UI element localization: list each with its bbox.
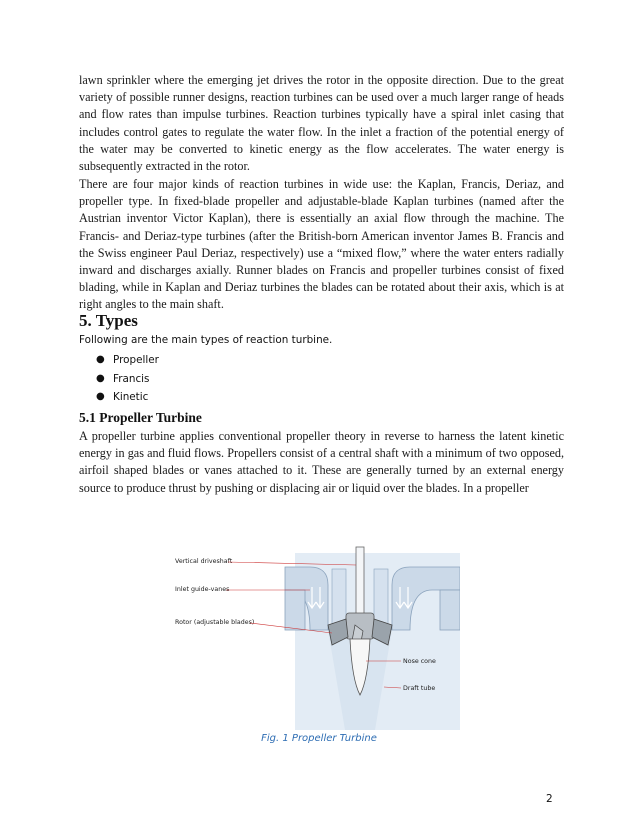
paragraph-reaction-turbines: lawn sprinkler where the emerging jet drives the rotor in the opposite direction. Due to the great variety of possible runner designs, reaction turbines can be used over a much larger range of heads and flow rates than impulse turbines. Reaction turbines typically have a spiral inlet casing that includes control gates to regulate the water flow. In the inlet a fraction of the potential energy of the water may be converted to kinetic energy as the flow accelerates. The water energy is subsequently extracted in the rotor. (79, 73, 564, 174)
page-number: 2 (546, 793, 553, 805)
paragraph-kinds-of-turbines: There are four major kinds of reaction turbines in wide use: the Kaplan, Francis, Deriaz, and propeller type. In fixed-blade propeller and adjustable-blade Kaplan turbines (named after the Austrian inventor Victor Kaplan), there is essentially an axial flow through the machine. The Francis- and Deriaz-type turbines (after the British-born American inventor James B. Francis and the Swiss engineer Paul Deriaz, respectively) use a “mixed flow,” where the water enters radially inward and discharges axially. Runner blades on Francis and propeller turbines consist of fixed blading, while in Kaplan and Deriaz turbines the blades can be rotated about their axis, which is at right angles to the main shaft. (79, 177, 564, 312)
section-intro: Following are the main types of reaction turbine. (79, 334, 333, 346)
label-vertical-driveshaft: Vertical driveshaft (175, 558, 233, 565)
propeller-turbine-figure (160, 545, 460, 730)
label-rotor: Rotor (adjustable blades) (175, 619, 255, 626)
list-item (96, 388, 159, 407)
figure-caption: Fig. 1 Propeller Turbine (261, 733, 377, 744)
list-item-label: Kinetic (113, 391, 149, 403)
list-item-label: Propeller (113, 354, 159, 366)
paragraph-propeller-turbine: A propeller turbine applies conventional propeller theory in reverse to harness the latent kinetic energy in gas and fluid flows. Propellers consist of a central shaft with a minimum of two opposed, airfoil shaped blades or vanes attached to it. These are generally turned by an external energy source to produce thrust by pushing or displacing air or liquid over the blades. In a propeller (79, 429, 564, 495)
right-casing-wall (440, 590, 460, 630)
section-heading-types: 5. Types (79, 311, 138, 330)
list-item (96, 351, 159, 370)
label-draft-tube: Draft tube (403, 685, 436, 692)
bullet-icon: ● (96, 391, 105, 402)
left-casing-wall (285, 590, 305, 630)
bullet-icon: ● (96, 372, 105, 384)
list-item-label: Francis (113, 372, 150, 385)
driveshaft-shape (356, 547, 364, 615)
list-item (96, 370, 159, 389)
label-nose-cone: Nose cone (403, 658, 436, 665)
bullet-icon: ● (96, 354, 105, 365)
label-inlet-guide-vanes: Inlet guide-vanes (175, 586, 230, 593)
types-list (96, 351, 159, 407)
subsection-heading-propeller: 5.1 Propeller Turbine (79, 410, 202, 425)
